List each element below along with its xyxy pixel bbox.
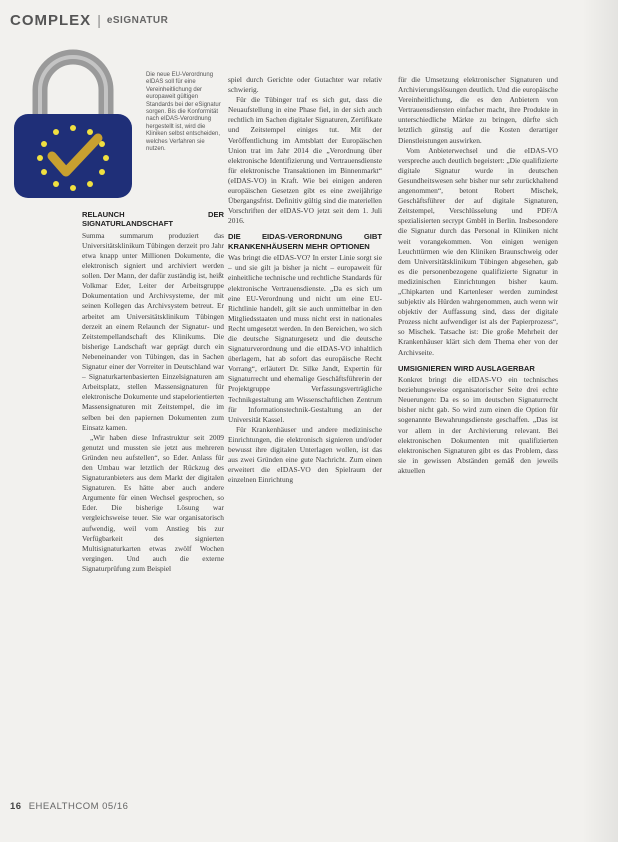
- page-header: [10, 8, 168, 32]
- paragraph: für die Umsetzung elektronischer Signaturen und Archivierungslösungen deutlich. Und die europäische Vereinheitlichung, die es den Anbietern von Vertrauensdiensten einfacher macht, ihre Produkte in unterschiedliche Märkte zu bringen, dürfte sich letztlich günstig auf die Kosten derartiger Dienstleistungen auswirken.: [398, 75, 558, 145]
- header-brand: COMPLEX: [10, 11, 92, 29]
- paragraph: Was bringt die eIDAS-VO? In erster Linie sorgt sie – und sie gilt ja bisher ja nicht – europaweit für einheitliche technische und rechtliche Standards für elektronische Vertrauensdienste. „Da es sich um eine EU-Verordnung und nicht um eine EU-Richtlinie handelt, gilt sie auch unmittelbar in den Mitgliedsstaaten und muss nicht erst in nationales Recht umgesetzt werden. In den Bereichen, wo sich die deutsche Signaturgesetz und die deutsche Signaturverordnung und die eIDAS-VO inhaltlich überlagern, hat ab sofort das europäische Recht Vorrang“, erläutert Dr. Silke Jandt, Expertin für Signaturrecht und ehemalige Geschäftsführerin der Projektgruppe Verfassungsverträgliche Technikgestaltung am Wissenschaftlichen Zentrum für Informationstechnik-Gestaltung an der Universität Kassel.: [228, 253, 382, 424]
- paragraph: spiel durch Gerichte oder Gutachter war relativ schwierig.: [228, 75, 382, 95]
- magazine-name: EHEALTHCOM 05/16: [28, 801, 129, 812]
- text-column-2: [228, 75, 382, 485]
- page-number: 16: [10, 801, 22, 812]
- paragraph: Für die Tübinger traf es sich gut, dass die Neuaufstellung in eine Phase fiel, in der sich auch rechtlich im Sachen digitaler Signaturen, Zertifikate und Zeitstempel einiges tut. Mit der Veröffentlichung im Amtsblatt der Europäischen Union trat im Jahr 2014 die „Verordnung über elektronische Identifizierung und Vertrauensdienste für elektronische Transaktionen im Binnenmarkt“ (eIDAS-VO) in Kraft. Wie bei einigen anderen europäischen Gesetzen gibt es eine zweijährige Übergangsfrist. Definitiv gültig sind die materiellen Vorschriften der eIDAS-VO jetzt seit dem 1. Juli 2016.: [228, 95, 382, 226]
- header-separator: |: [97, 12, 101, 28]
- paragraph: Vom Anbieterwechsel und die eIDAS-VO verspreche auch deutlich begeistert: „Die qualifizierte digitale Signatur wurde in deutschen Gesundheitswesen sehr bisher nur sehr zurückhaltend angenommen“, betont Robert Mischek, Geschäftsführer der auf digitale Signaturen, Zeitstempel, Verschlüsselung und PDF/A spezialisierten secrypt GmbH in Berlin. Insbesondere die Signatur durch das Personal in Kliniken nicht weit vorangekommen. Von einigen wenigen Leuchttürmen wie den Kliniken Braunschweig oder dem Universitätsklinikum Tübingen abgesehen, gab es die personenbezogene qualifizierte Signatur in medizinischen Einrichtungen bisher kaum. „Chipkarten und Kartenleser werden zumindest subjektiv als Hürden wahrgenommen, auch wenn wir objektiv der Auffassung sind, dass der digitale Prozess nicht aufwendiger ist als der Papierprozess“, so Mischek. Tatsache ist: Die große Mehrheit der Krankenhäuser klärt sich dem Thema eher von der Archivseite.: [398, 145, 558, 357]
- section-heading: DIE EIDAS-VERORDNUNG GIBT KRANKENHÄUSERN MEHR OPTIONEN: [228, 232, 382, 251]
- page-footer: [10, 801, 128, 812]
- padlock-eu-icon: [6, 48, 140, 200]
- lock-shackle-highlight: [40, 57, 106, 118]
- section-heading: UMSIGNIEREN WIRD AUSLAGERBAR: [398, 363, 535, 373]
- text-column-1: [82, 204, 224, 574]
- paragraph: Summa summarum produziert das Universitätsklinikum Tübingen derzeit pro Jahr etwa knapp unter Millionen Dokumente, die elektronisch signiert und archiviert werden sollen. Der Mann, der dafür zuständig ist, heißt Volkmar Eder, Leiter der Arbeitsgruppe Dokumentation und Archivsysteme, der mit seinen Kollegen das Archivsystem betreut. Er arbeitet am Universitätsklinikum Tübingen derzeit an einem Relaunch der Signatur- und Zeitstempellandschaft des Klinikums. Die bisherige Landschaft war geprägt durch ein Nebeneinander von Tübingen, das in Sachen Signatur einer der Vorreiter in Deutschland war – Signaturkartenbasierten Einzelsignaturen am Arbeitsplatz, stellen Massensignaturen für elektronische Dokumente und stapelorientierten Massensignaturen mit Zeitstempel, die im selben bei den papiernen Dokumenten zum Einsatz kamen.: [82, 230, 224, 432]
- text-column-3: [398, 75, 558, 476]
- paragraph: „Wir haben diese Infrastruktur seit 2009 genutzt und mussten sie jetzt aus mehreren Gründen neu aufstellen“, so Eder. Anlass für den Umbau war letztlich der Rückzug des Signaturanbieters aus dem Markt der digitalen Signaturen. Es hätte aber auch andere Argumente für einen Wechsel gesprochen, so Eder. Die bisherige Lösung war vergleichsweise teuer. Sie war organisatorisch aufwendig, weil vom Anstieg bis zur Verfügbarkeit des signierten Multisignaturkarten etwas zwölf Wochen vergingen. Und auch die externe Signaturprüfung zum Beispiel: [82, 432, 224, 573]
- section-heading: RELAUNCH DER SIGNATURLANDSCHAFT: [82, 210, 224, 229]
- image-caption: Die neue EU-Verordnung eIDAS soll für eine Vereinheitlichung der europaweit gültigen Standards bei der eSignatur sorgen. Bis die Konformität nach eIDAS-Verordnung hergestellt ist, wird die Kliniken selbst entscheiden, welches Verfahren sie nutzen.: [146, 72, 221, 153]
- paragraph: Konkret bringt die eIDAS-VO ein technisches beziehungsweise organisatorischer Seite drei echte Neuerungen: Da es so im deutschen Signaturrecht bisher nicht gab. So wird zum einen die Option für sogenannte Bewahrungsdienste geschaffen. „Das ist vor allem in der Archivierung relevant. Bei elektronischen Dokumenten mit qualifizierten elektronischen Signaturen gibt es das Problem, dass sie in gewissen Abständen gemäß den jeweils aktuellen: [398, 375, 558, 475]
- page-edge-shadow: [582, 0, 618, 842]
- paragraph: Für Krankenhäuser und andere medizinische Einrichtungen, die elektronisch signieren und/oder bewusst ihre digitalen Unterlagen wollen, ist das aus zwei Gründen eine gute Nachricht. Zum einen erweitert die eIDAS-VO den Spielraum der einzelnen Einrichtung: [228, 424, 382, 485]
- header-section: eSIGNATUR: [106, 14, 169, 26]
